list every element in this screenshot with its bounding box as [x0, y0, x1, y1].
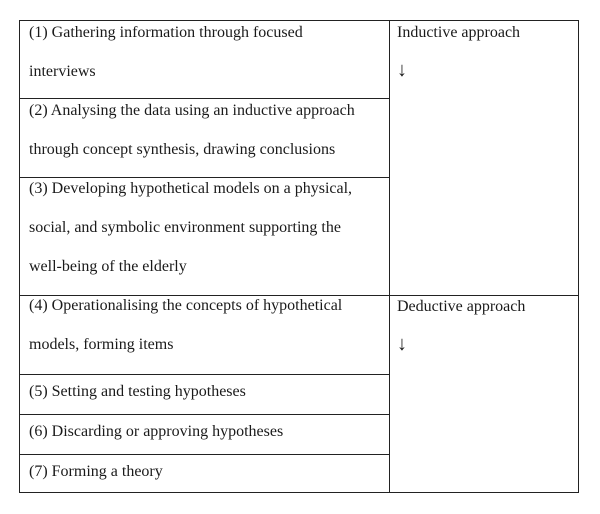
step-2-cell — [29, 91, 384, 169]
deductive-approach-cell — [397, 296, 572, 354]
step-6-cell — [29, 412, 384, 451]
step-4-cell — [29, 286, 384, 364]
column-divider — [389, 21, 390, 492]
step-2-line-2: through concept synthesis, drawing conclusions — [29, 141, 336, 158]
deductive-approach-label: Deductive approach — [397, 298, 526, 315]
step-4-line-2: models, forming items — [29, 336, 174, 353]
step-5-line-1: (5) Setting and testing hypotheses — [29, 383, 246, 400]
step-2-line-1: (2) Analysing the data using an inductive approach — [29, 102, 355, 119]
step-1-cell — [29, 13, 384, 91]
step-3-line-2: social, and symbolic environment supporting the — [29, 219, 341, 236]
step-5-cell — [29, 372, 384, 411]
step-3-line-3: well-being of the elderly — [29, 258, 187, 275]
step-3-line-1: (3) Developing hypothetical models on a physical, — [29, 180, 353, 197]
step-3-cell — [29, 169, 384, 286]
step-1-line-1: (1) Gathering information through focused — [29, 24, 303, 41]
step-7-line-1: (7) Forming a theory — [29, 463, 163, 480]
inductive-approach-cell — [397, 22, 572, 80]
step-7-cell — [29, 452, 384, 491]
step-1-line-2: interviews — [29, 63, 96, 80]
methodology-table — [19, 20, 579, 493]
step-6-line-1: (6) Discarding or approving hypotheses — [29, 423, 284, 440]
down-arrow-icon: ↓ — [397, 59, 407, 81]
step-4-line-1: (4) Operationalising the concepts of hypothetical — [29, 297, 343, 314]
inductive-approach-label: Inductive approach — [397, 24, 521, 41]
down-arrow-icon: ↓ — [397, 333, 407, 355]
